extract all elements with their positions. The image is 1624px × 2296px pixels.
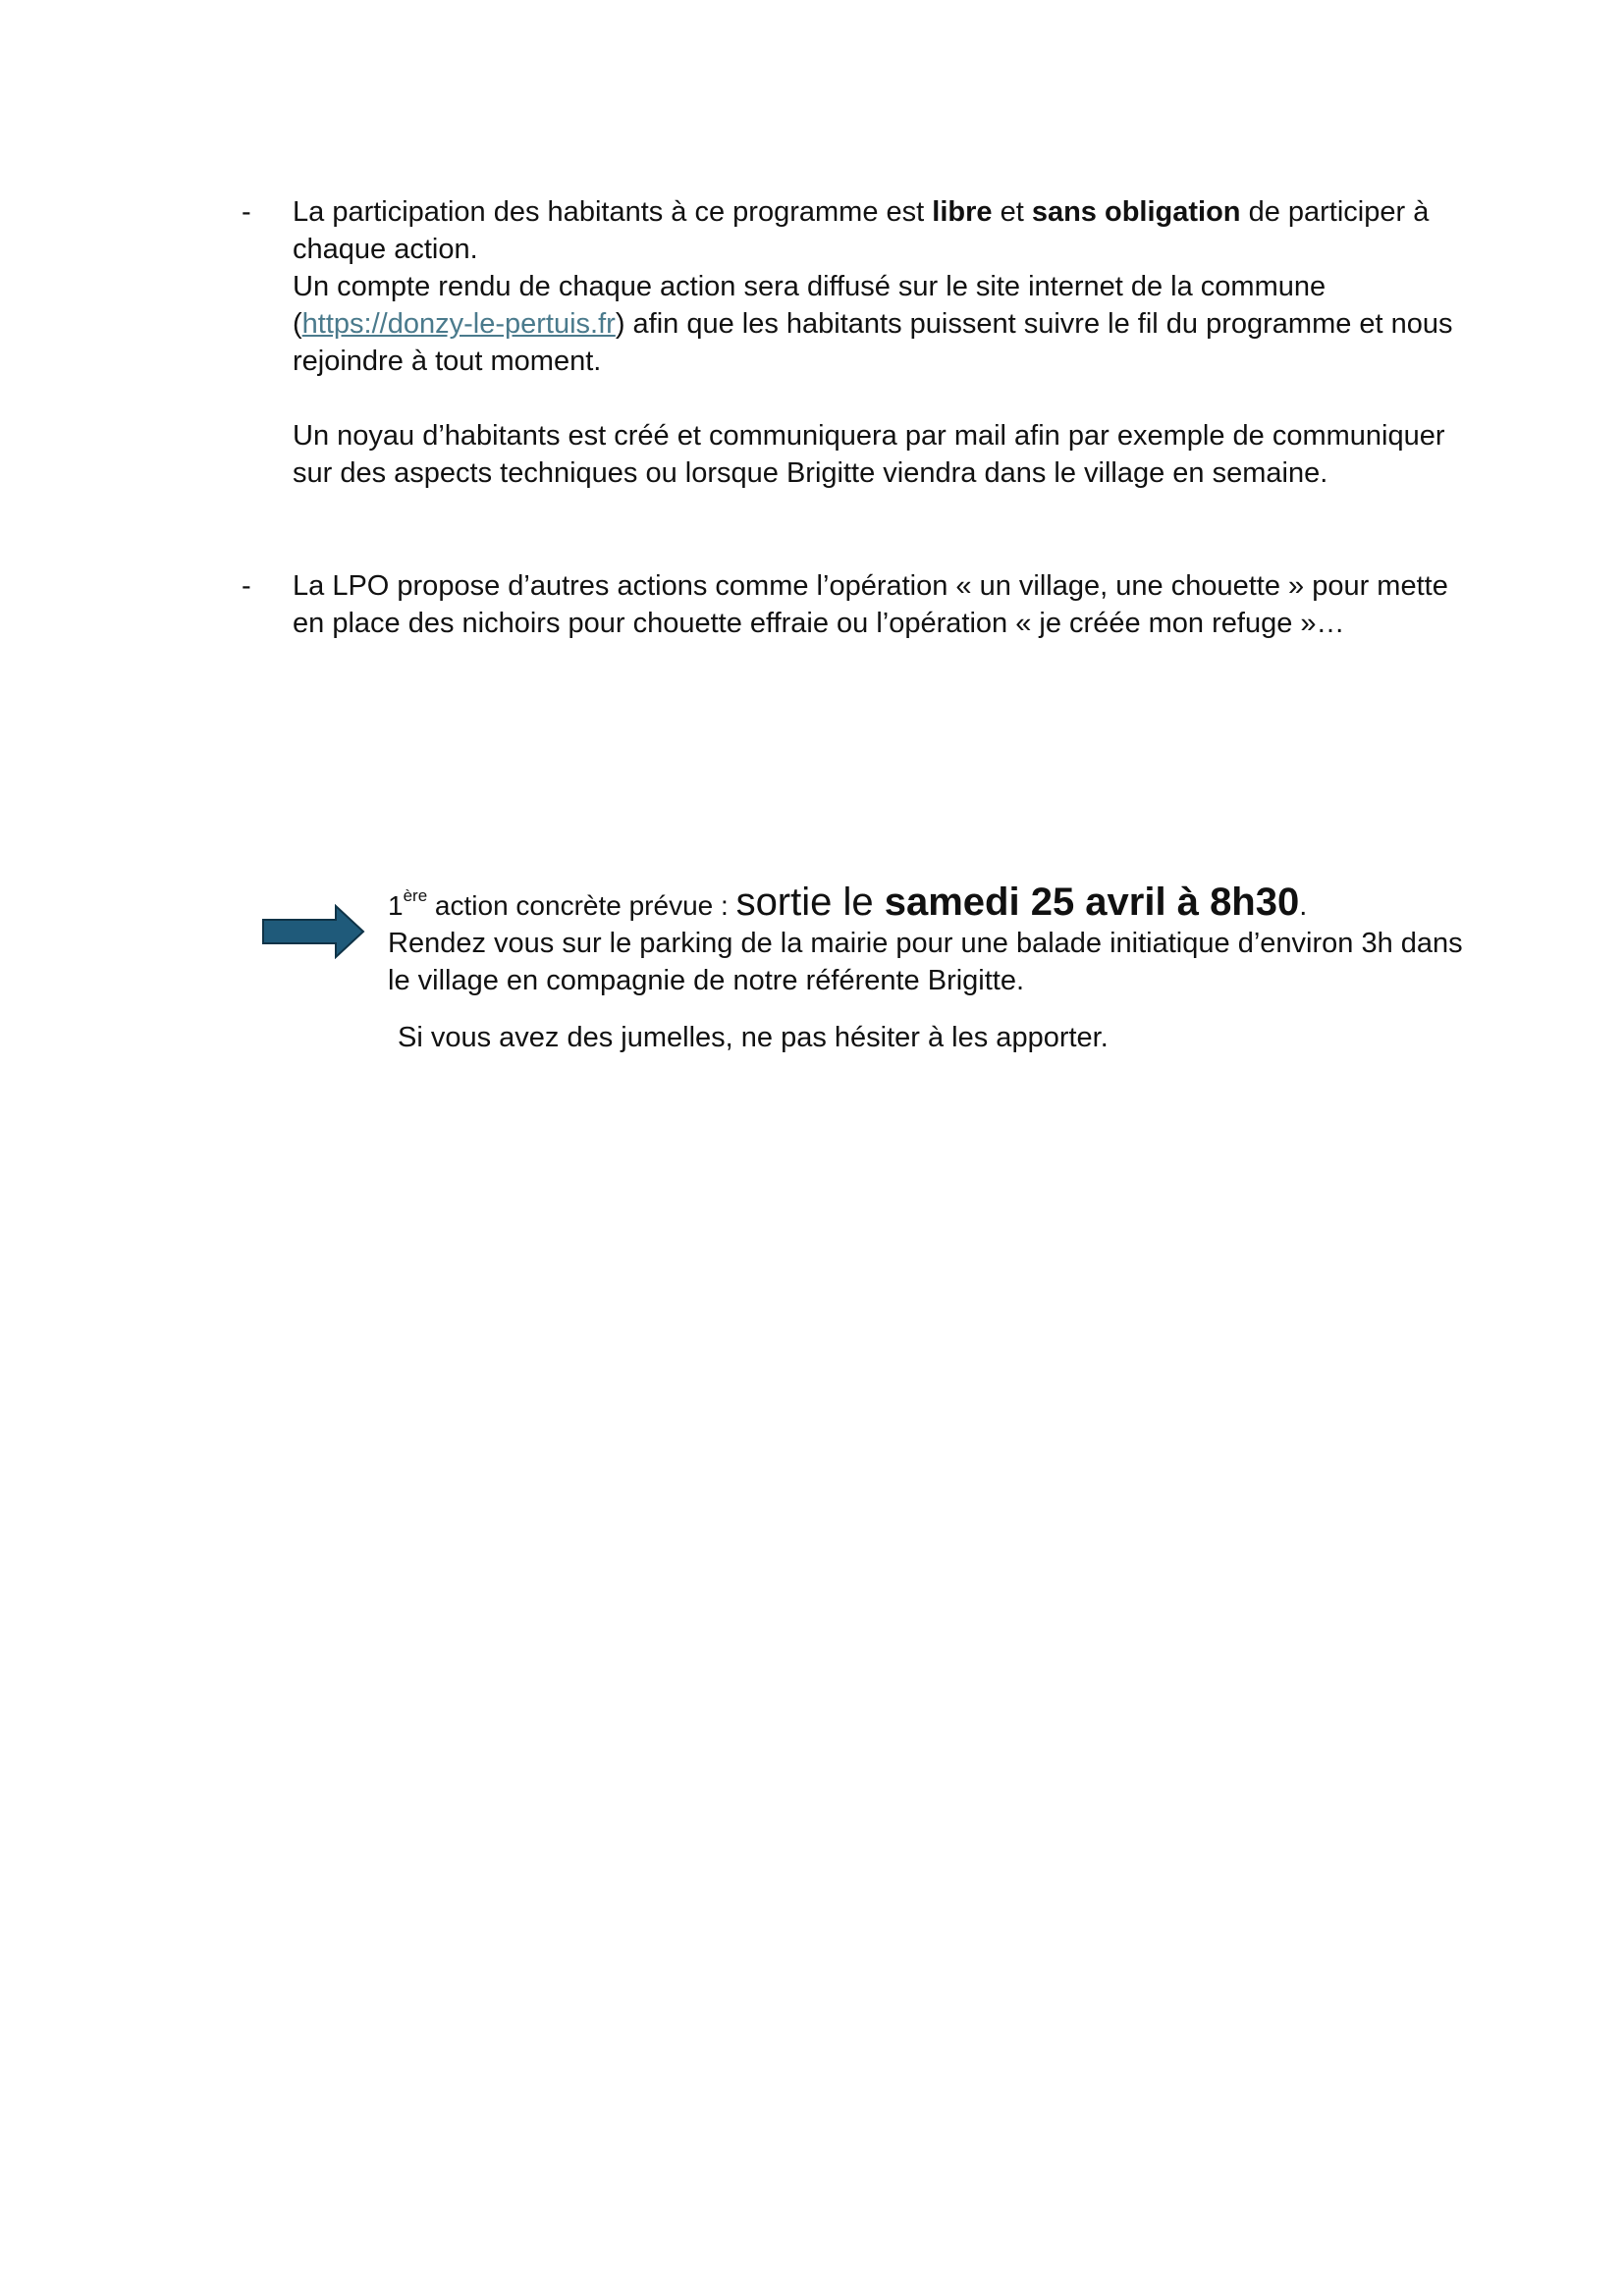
ordinal-superscript: ère — [403, 886, 428, 905]
bullet-body — [293, 567, 1459, 642]
sortie-text: sortie le — [735, 881, 885, 924]
bullet-marker: - — [242, 570, 251, 602]
bullet-body — [293, 193, 1459, 492]
participation-text: La participation des habitants à ce programme est — [293, 196, 933, 228]
binoculars-note: Si vous avez des jumelles, ne pas hésiter à les apporter. — [398, 1022, 1109, 1053]
first-action-block — [388, 883, 1468, 1056]
action-date: samedi 25 avril à 8h30 — [884, 881, 1300, 924]
noyau-paragraph: Un noyau d’habitants est créé et communiquera par mail afin par exemple de communiquer sur des aspects techniques ou lorsque Brigitte viendra dans le village en semaine. — [293, 420, 1445, 489]
sans-obligation-emphasis: sans obligation — [1031, 196, 1241, 228]
participation-paragraph — [293, 193, 1459, 268]
compte-rendu-text-end: ) afin que les habitants puissent suivre le fil du programme et nous rejoindre à tout moment. — [293, 308, 1453, 377]
bullet-marker: - — [242, 196, 251, 228]
first-action-heading — [388, 883, 1468, 925]
compte-rendu-text: Un compte rendu de chaque action sera diffusé sur le site internet de la commune ( — [293, 271, 1326, 340]
compte-rendu-paragraph — [293, 268, 1459, 380]
ordinal-number: 1 — [388, 890, 404, 921]
participation-text-end: de participer à chaque action. — [293, 196, 1430, 265]
meeting-details: Rendez vous sur le parking de la mairie pour une balade initiatique d’environ 3h dans le village en compagnie de notre référente Brigitte. — [388, 928, 1463, 996]
commune-website-link[interactable]: https://donzy-le-pertuis.fr — [301, 308, 616, 340]
action-label: action concrète prévue : — [427, 890, 736, 921]
libre-emphasis: libre — [932, 196, 993, 228]
right-arrow-icon — [261, 904, 365, 959]
heading-period: . — [1299, 890, 1308, 922]
participation-text-mid: et — [992, 196, 1032, 228]
lpo-paragraph: La LPO propose d’autres actions comme l’opération « un village, une chouette » pour mette en place des nichoirs pour chouette effraie ou l’opération « je créée mon refuge »… — [293, 570, 1448, 639]
